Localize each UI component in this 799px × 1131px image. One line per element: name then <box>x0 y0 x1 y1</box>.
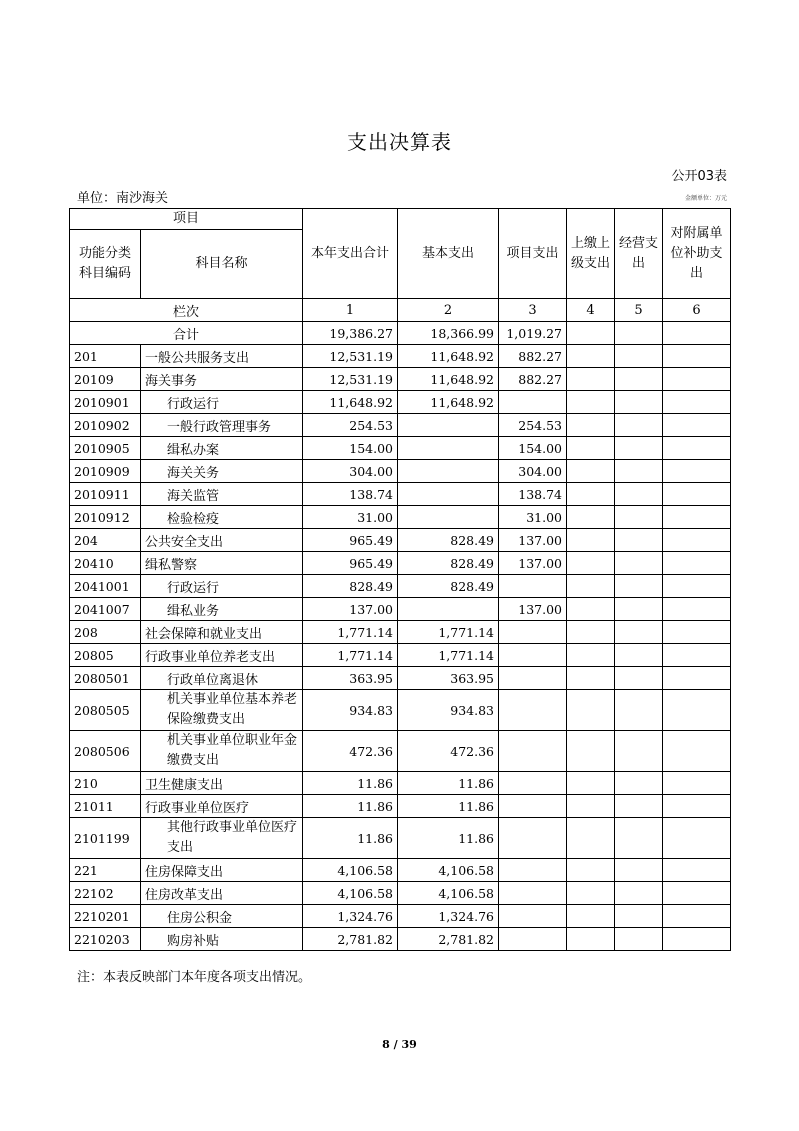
row-total: 363.95 <box>303 667 398 690</box>
row-project <box>499 905 567 928</box>
column-index: 5 <box>615 299 663 322</box>
column-index: 1 <box>303 299 398 322</box>
row-project: 154.00 <box>499 437 567 460</box>
row-code: 2210203 <box>70 928 141 951</box>
row-name: 一般行政管理事务 <box>141 414 303 437</box>
row-business <box>615 882 663 905</box>
row-subsidy <box>663 575 731 598</box>
total-amount: 19,386.27 <box>303 322 398 345</box>
row-total: 12,531.19 <box>303 345 398 368</box>
row-business <box>615 368 663 391</box>
row-business <box>615 644 663 667</box>
table-row <box>70 772 731 795</box>
row-subsidy <box>663 598 731 621</box>
row-code: 2010909 <box>70 460 141 483</box>
row-name: 行政事业单位养老支出 <box>141 644 303 667</box>
row-subsidy <box>663 882 731 905</box>
row-total: 11,648.92 <box>303 391 398 414</box>
row-subsidy <box>663 905 731 928</box>
table-row <box>70 621 731 644</box>
row-basic: 828.49 <box>398 529 499 552</box>
row-code: 2210201 <box>70 905 141 928</box>
row-code: 2010901 <box>70 391 141 414</box>
row-basic: 828.49 <box>398 552 499 575</box>
row-total: 11.86 <box>303 772 398 795</box>
row-project <box>499 621 567 644</box>
row-subsidy <box>663 552 731 575</box>
row-subsidy <box>663 644 731 667</box>
table-row <box>70 928 731 951</box>
row-subsidy <box>663 529 731 552</box>
total-row <box>70 322 731 345</box>
row-code: 20410 <box>70 552 141 575</box>
row-project: 882.27 <box>499 345 567 368</box>
row-remit <box>567 928 615 951</box>
row-basic: 1,771.14 <box>398 644 499 667</box>
row-total: 965.49 <box>303 552 398 575</box>
row-remit <box>567 437 615 460</box>
row-code: 22102 <box>70 882 141 905</box>
row-remit <box>567 598 615 621</box>
row-total: 934.83 <box>303 690 398 731</box>
row-remit <box>567 667 615 690</box>
table-row <box>70 795 731 818</box>
row-remit <box>567 483 615 506</box>
row-basic: 1,324.76 <box>398 905 499 928</box>
row-subsidy <box>663 391 731 414</box>
row-business <box>615 414 663 437</box>
table-row <box>70 598 731 621</box>
row-business <box>615 483 663 506</box>
row-remit <box>567 552 615 575</box>
row-basic <box>398 598 499 621</box>
row-total: 828.49 <box>303 575 398 598</box>
row-project <box>499 795 567 818</box>
row-name: 行政单位离退休 <box>141 667 303 690</box>
row-project <box>499 772 567 795</box>
table-row <box>70 859 731 882</box>
row-total: 31.00 <box>303 506 398 529</box>
row-subsidy <box>663 506 731 529</box>
row-name: 购房补贴 <box>141 928 303 951</box>
row-code: 2010912 <box>70 506 141 529</box>
row-total: 254.53 <box>303 414 398 437</box>
row-project: 137.00 <box>499 598 567 621</box>
row-project <box>499 667 567 690</box>
row-project: 882.27 <box>499 368 567 391</box>
row-basic <box>398 460 499 483</box>
row-subsidy <box>663 345 731 368</box>
row-total: 1,771.14 <box>303 621 398 644</box>
row-remit <box>567 529 615 552</box>
column-index: 6 <box>663 299 731 322</box>
row-basic: 363.95 <box>398 667 499 690</box>
row-code: 201 <box>70 345 141 368</box>
header-total: 本年支出合计 <box>303 209 398 299</box>
row-project: 137.00 <box>499 552 567 575</box>
row-remit <box>567 368 615 391</box>
row-subsidy <box>663 818 731 859</box>
row-name: 住房保障支出 <box>141 859 303 882</box>
row-project: 137.00 <box>499 529 567 552</box>
row-business <box>615 506 663 529</box>
row-project <box>499 882 567 905</box>
row-basic: 11.86 <box>398 795 499 818</box>
table-row <box>70 575 731 598</box>
table-row <box>70 529 731 552</box>
row-name: 一般公共服务支出 <box>141 345 303 368</box>
row-remit <box>567 575 615 598</box>
row-total: 1,771.14 <box>303 644 398 667</box>
row-business <box>615 731 663 772</box>
total-project: 1,019.27 <box>499 322 567 345</box>
row-total: 2,781.82 <box>303 928 398 951</box>
row-code: 221 <box>70 859 141 882</box>
row-basic: 4,106.58 <box>398 882 499 905</box>
row-code: 204 <box>70 529 141 552</box>
table-row <box>70 368 731 391</box>
row-project: 31.00 <box>499 506 567 529</box>
table-row <box>70 506 731 529</box>
table-row <box>70 552 731 575</box>
row-subsidy <box>663 795 731 818</box>
row-business <box>615 437 663 460</box>
row-code: 2101199 <box>70 818 141 859</box>
row-code: 2010911 <box>70 483 141 506</box>
table-row <box>70 391 731 414</box>
row-basic: 11,648.92 <box>398 368 499 391</box>
row-basic: 1,771.14 <box>398 621 499 644</box>
row-subsidy <box>663 928 731 951</box>
page-title: 支出决算表 <box>347 130 452 154</box>
header-name: 科目名称 <box>141 230 303 299</box>
row-code: 2010905 <box>70 437 141 460</box>
row-subsidy <box>663 772 731 795</box>
row-remit <box>567 882 615 905</box>
table-row <box>70 644 731 667</box>
row-business <box>615 859 663 882</box>
row-project: 138.74 <box>499 483 567 506</box>
row-total: 472.36 <box>303 731 398 772</box>
row-subsidy <box>663 460 731 483</box>
row-remit <box>567 795 615 818</box>
row-code: 2010902 <box>70 414 141 437</box>
row-remit <box>567 859 615 882</box>
row-remit <box>567 414 615 437</box>
header-business: 经营支出 <box>615 209 663 299</box>
row-code: 2080505 <box>70 690 141 731</box>
header-project: 项目 <box>70 209 303 230</box>
row-basic <box>398 506 499 529</box>
row-name: 海关关务 <box>141 460 303 483</box>
row-business <box>615 598 663 621</box>
row-name: 缉私办案 <box>141 437 303 460</box>
row-name: 海关事务 <box>141 368 303 391</box>
row-name: 卫生健康支出 <box>141 772 303 795</box>
row-remit <box>567 731 615 772</box>
table-row <box>70 667 731 690</box>
row-code: 21011 <box>70 795 141 818</box>
column-index: 4 <box>567 299 615 322</box>
column-index: 3 <box>499 299 567 322</box>
row-total: 1,324.76 <box>303 905 398 928</box>
row-total: 4,106.58 <box>303 859 398 882</box>
header-subsidy: 对附属单位补助支出 <box>663 209 731 299</box>
row-code: 2080506 <box>70 731 141 772</box>
table-row <box>70 460 731 483</box>
row-business <box>615 818 663 859</box>
row-basic: 934.83 <box>398 690 499 731</box>
row-project <box>499 575 567 598</box>
row-name: 行政事业单位医疗 <box>141 795 303 818</box>
row-name: 住房公积金 <box>141 905 303 928</box>
row-code: 208 <box>70 621 141 644</box>
header-remit: 上缴上级支出 <box>567 209 615 299</box>
row-code: 20109 <box>70 368 141 391</box>
row-project <box>499 690 567 731</box>
row-remit <box>567 818 615 859</box>
header-code: 功能分类科目编码 <box>70 230 141 299</box>
table-row <box>70 882 731 905</box>
row-basic <box>398 414 499 437</box>
row-basic: 11.86 <box>398 818 499 859</box>
form-number: 公开03表 <box>671 169 727 184</box>
row-name: 行政运行 <box>141 575 303 598</box>
row-code: 20805 <box>70 644 141 667</box>
table-row <box>70 905 731 928</box>
column-index-label: 栏次 <box>70 299 303 322</box>
table-row <box>70 731 731 772</box>
row-project <box>499 644 567 667</box>
row-total: 138.74 <box>303 483 398 506</box>
row-basic: 4,106.58 <box>398 859 499 882</box>
row-code: 210 <box>70 772 141 795</box>
row-total: 12,531.19 <box>303 368 398 391</box>
row-subsidy <box>663 414 731 437</box>
row-business <box>615 690 663 731</box>
row-name: 住房改革支出 <box>141 882 303 905</box>
row-name: 海关监管 <box>141 483 303 506</box>
table-row <box>70 345 731 368</box>
row-business <box>615 795 663 818</box>
row-basic <box>398 437 499 460</box>
row-project <box>499 928 567 951</box>
row-business <box>615 928 663 951</box>
row-project <box>499 818 567 859</box>
row-basic: 2,781.82 <box>398 928 499 951</box>
row-remit <box>567 905 615 928</box>
row-remit <box>567 345 615 368</box>
column-index: 2 <box>398 299 499 322</box>
row-total: 11.86 <box>303 818 398 859</box>
page-number: 8 / 39 <box>382 1038 417 1051</box>
row-remit <box>567 772 615 795</box>
row-basic <box>398 483 499 506</box>
header-basic: 基本支出 <box>398 209 499 299</box>
total-basic: 18,366.99 <box>398 322 499 345</box>
row-code: 2080501 <box>70 667 141 690</box>
row-remit <box>567 644 615 667</box>
row-basic: 11.86 <box>398 772 499 795</box>
table-row <box>70 437 731 460</box>
table-row <box>70 690 731 731</box>
expenditure-table <box>69 208 731 951</box>
row-name: 缉私警察 <box>141 552 303 575</box>
total-label: 合计 <box>70 322 303 345</box>
row-total: 304.00 <box>303 460 398 483</box>
row-basic: 11,648.92 <box>398 391 499 414</box>
row-subsidy <box>663 483 731 506</box>
row-business <box>615 391 663 414</box>
row-business <box>615 667 663 690</box>
row-code: 2041001 <box>70 575 141 598</box>
row-subsidy <box>663 690 731 731</box>
row-name: 检验检疫 <box>141 506 303 529</box>
row-project: 254.53 <box>499 414 567 437</box>
row-total: 154.00 <box>303 437 398 460</box>
amount-unit-label: 金额单位：万元 <box>684 195 727 202</box>
row-business <box>615 345 663 368</box>
row-project <box>499 391 567 414</box>
row-subsidy <box>663 859 731 882</box>
row-name: 机关事业单位职业年金缴费支出 <box>141 731 303 772</box>
row-name: 其他行政事业单位医疗支出 <box>141 818 303 859</box>
row-name: 机关事业单位基本养老保险缴费支出 <box>141 690 303 731</box>
row-business <box>615 529 663 552</box>
header-project-exp: 项目支出 <box>499 209 567 299</box>
row-remit <box>567 690 615 731</box>
row-business <box>615 621 663 644</box>
unit-label: 单位：南沙海关 <box>77 191 169 206</box>
row-basic: 472.36 <box>398 731 499 772</box>
row-total: 137.00 <box>303 598 398 621</box>
row-name: 公共安全支出 <box>141 529 303 552</box>
row-total: 965.49 <box>303 529 398 552</box>
row-remit <box>567 391 615 414</box>
row-code: 2041007 <box>70 598 141 621</box>
row-remit <box>567 506 615 529</box>
row-subsidy <box>663 368 731 391</box>
row-business <box>615 552 663 575</box>
row-subsidy <box>663 667 731 690</box>
row-subsidy <box>663 731 731 772</box>
row-total: 4,106.58 <box>303 882 398 905</box>
table-row <box>70 818 731 859</box>
row-project <box>499 859 567 882</box>
row-project <box>499 731 567 772</box>
row-business <box>615 905 663 928</box>
row-basic: 11,648.92 <box>398 345 499 368</box>
row-business <box>615 575 663 598</box>
row-subsidy <box>663 621 731 644</box>
row-basic: 828.49 <box>398 575 499 598</box>
row-name: 行政运行 <box>141 391 303 414</box>
row-remit <box>567 460 615 483</box>
row-remit <box>567 621 615 644</box>
row-project: 304.00 <box>499 460 567 483</box>
row-business <box>615 460 663 483</box>
table-row <box>70 483 731 506</box>
table-note: 注：本表反映部门本年度各项支出情况。 <box>77 970 312 985</box>
row-business <box>615 772 663 795</box>
row-name: 社会保障和就业支出 <box>141 621 303 644</box>
row-subsidy <box>663 437 731 460</box>
row-name: 缉私业务 <box>141 598 303 621</box>
table-row <box>70 414 731 437</box>
row-total: 11.86 <box>303 795 398 818</box>
